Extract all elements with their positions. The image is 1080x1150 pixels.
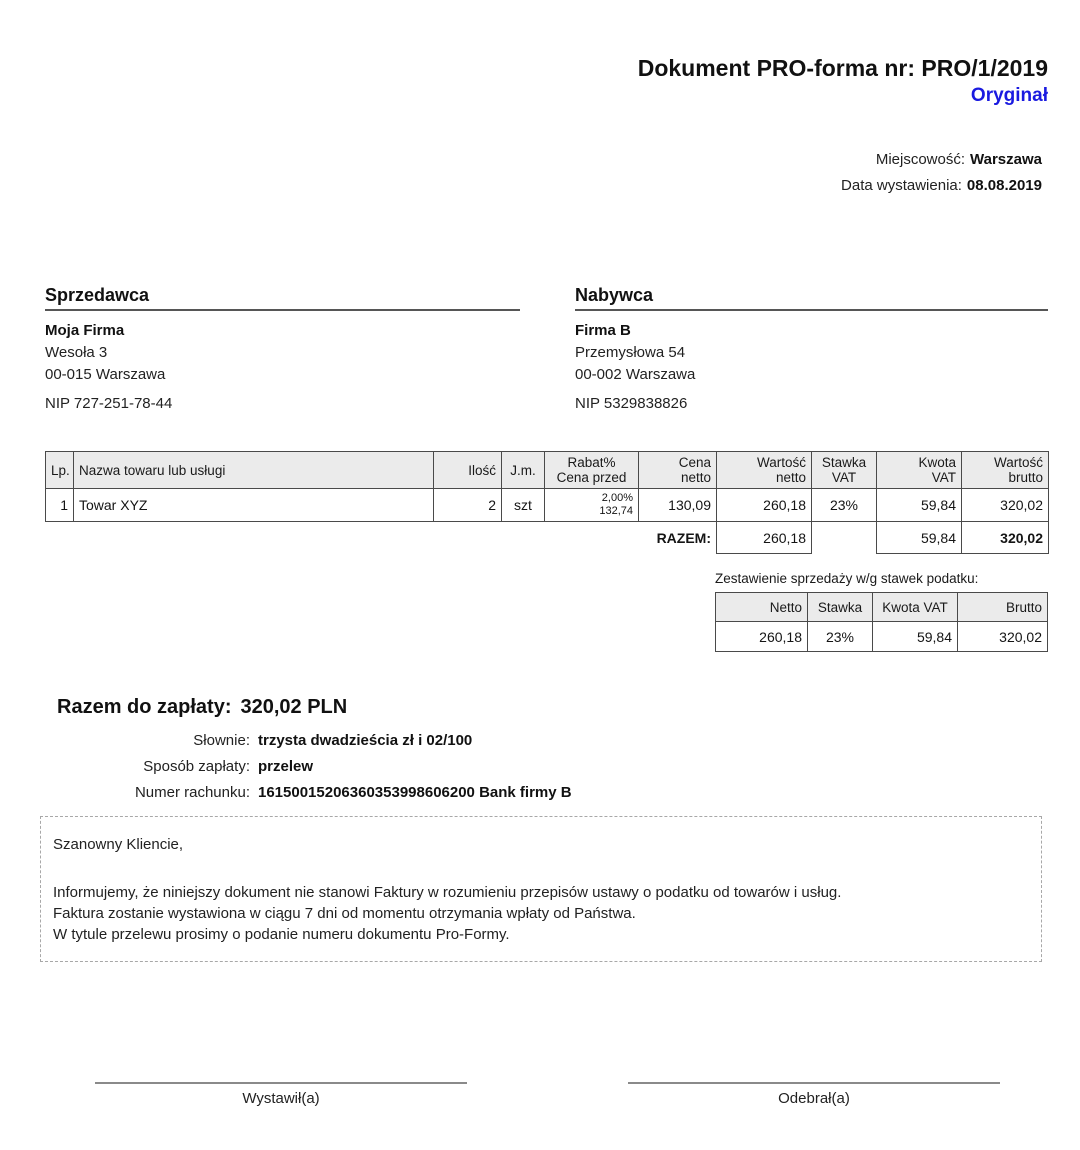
buyer-street: Przemysłowa 54: [575, 344, 686, 361]
parties-section: [45, 285, 1048, 415]
item-row: [46, 489, 1049, 522]
document-title: Dokument PRO-forma nr: PRO/1/2019: [637, 55, 1048, 81]
total-due-value: 320,02 PLN: [240, 696, 348, 718]
item-vat-amount: 59,84: [877, 489, 962, 522]
tax-rate-value: 23%: [808, 622, 873, 652]
col-header-discount: Rabat% Cena przed: [545, 452, 639, 489]
totals-label: RAZEM:: [656, 529, 711, 546]
col-header-qty: Ilość: [434, 452, 502, 489]
document-header: [0, 0, 1080, 107]
notice-box: [40, 816, 1042, 962]
place-label: Miejscowość:: [875, 151, 966, 168]
tax-summary-table: [715, 592, 1048, 652]
notice-line-3: W tytule przelewu prosimy o podanie numeru dokumentu Pro-Formy.: [53, 926, 510, 943]
payment-method-value: przelew: [258, 758, 314, 775]
item-lp: 1: [46, 489, 74, 522]
totals-gross: 320,02: [962, 522, 1049, 554]
tax-col-net: Netto: [716, 593, 808, 622]
totals-vat: 59,84: [877, 522, 962, 554]
issue-date-value: 08.08.2019: [966, 177, 1042, 194]
tax-col-rate: Stawka: [808, 593, 873, 622]
item-unit: szt: [502, 489, 545, 522]
signature-receiver: [628, 1082, 1000, 1107]
buyer-heading: Nabywca: [575, 285, 1048, 311]
tax-gross-value: 320,02: [958, 622, 1048, 652]
seller-street: Wesoła 3: [45, 344, 108, 361]
tax-vat-value: 59,84: [873, 622, 958, 652]
account-number-row: [0, 780, 1080, 806]
issuer-signature-label: Wystawił(a): [242, 1090, 320, 1107]
issue-date-label: Data wystawienia:: [841, 177, 962, 194]
seller-nip: NIP 727-251-78-44: [45, 395, 173, 412]
issuer-signature-line: [95, 1082, 467, 1084]
buyer-nip: NIP 5329838826: [575, 395, 688, 412]
tax-summary-section: [715, 571, 1047, 652]
totals-net: 260,18: [717, 522, 812, 554]
payment-method-row: [0, 754, 1080, 780]
place-value: Warszawa: [970, 151, 1042, 168]
total-due: [57, 696, 1080, 719]
col-header-lp: Lp.: [46, 452, 74, 489]
signature-issuer: [95, 1082, 467, 1107]
amount-in-words-value: trzysta dwadzieścia zł i 02/100: [258, 732, 473, 749]
items-header-row: [46, 452, 1049, 489]
signatures-section: [95, 1082, 1000, 1107]
item-name: Towar XYZ: [74, 489, 434, 522]
item-vat-rate: 23%: [812, 489, 877, 522]
item-gross-value: 320,02: [962, 489, 1049, 522]
col-header-net-value: Wartość netto: [717, 452, 812, 489]
seller-name: Moja Firma: [45, 322, 125, 339]
receiver-signature-line: [628, 1082, 1000, 1084]
seller-city: 00-015 Warszawa: [45, 366, 166, 383]
account-number-value: 16150015206360353998606200 Bank firmy B: [258, 784, 572, 801]
issue-date-row: [0, 173, 1042, 199]
document-meta: [0, 147, 1080, 199]
payment-method-label: Sposób zapłaty:: [143, 758, 250, 775]
notice-text: [53, 882, 1029, 945]
totals-spacer: [812, 522, 877, 554]
notice-line-2: Faktura zostanie wystawiona w ciągu 7 dni od momentu otrzymania wpłaty od Państwa.: [53, 905, 636, 922]
totals-row: [46, 522, 1049, 554]
items-table: [45, 451, 1049, 554]
copy-type-label: Oryginał: [970, 85, 1048, 106]
seller-section: [45, 285, 520, 415]
payment-details: [0, 728, 1080, 806]
notice-greeting: Szanowny Kliencie,: [53, 836, 184, 853]
col-header-gross-value: Wartość brutto: [962, 452, 1049, 489]
buyer-name: Firma B: [575, 322, 631, 339]
amount-in-words-row: [0, 728, 1080, 754]
item-discount: 2,00% 132,74: [545, 489, 639, 522]
tax-col-gross: Brutto: [958, 593, 1048, 622]
tax-data-row: [716, 622, 1048, 652]
account-number-label: Numer rachunku:: [134, 784, 250, 801]
buyer-city: 00-002 Warszawa: [575, 366, 696, 383]
tax-net-value: 260,18: [716, 622, 808, 652]
col-header-net-price: Cena netto: [639, 452, 717, 489]
col-header-vat-rate: Stawka VAT: [812, 452, 877, 489]
tax-col-vat: Kwota VAT: [873, 593, 958, 622]
item-net-price: 130,09: [639, 489, 717, 522]
amount-in-words-label: Słownie:: [193, 732, 250, 749]
total-due-label: Razem do zapłaty:: [57, 696, 232, 718]
seller-heading: Sprzedawca: [45, 285, 520, 311]
col-header-vat-amount: Kwota VAT: [877, 452, 962, 489]
tax-summary-title: Zestawienie sprzedaży w/g stawek podatku:: [715, 571, 979, 586]
buyer-section: [575, 285, 1048, 415]
item-net-value: 260,18: [717, 489, 812, 522]
place-row: [0, 147, 1042, 173]
col-header-name: Nazwa towaru lub usługi: [74, 452, 434, 489]
col-header-unit: J.m.: [502, 452, 545, 489]
notice-line-1: Informujemy, że niniejszy dokument nie stanowi Faktury w rozumieniu przepisów ustawy o podatku od towarów i usług.: [53, 884, 842, 901]
item-qty: 2: [434, 489, 502, 522]
tax-header-row: [716, 593, 1048, 622]
receiver-signature-label: Odebrał(a): [778, 1090, 850, 1107]
